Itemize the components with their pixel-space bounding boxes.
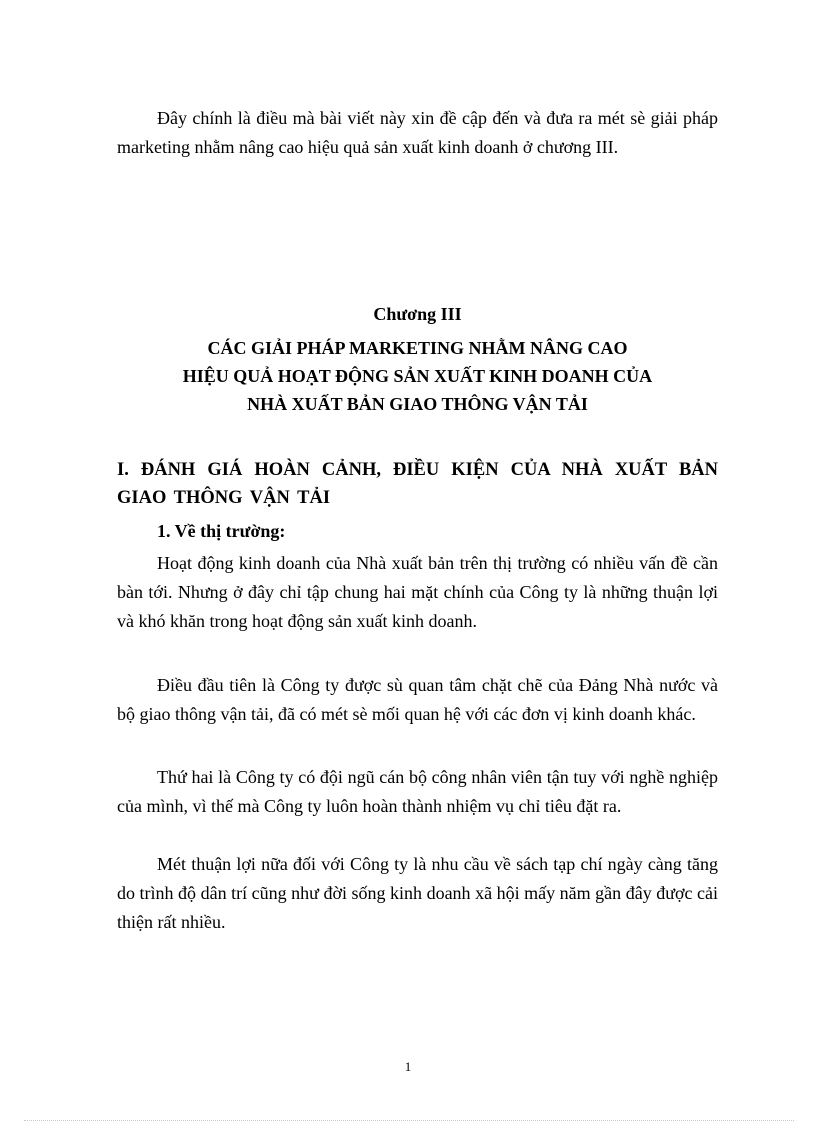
chapter-label: Chương III [373,304,462,324]
intro-block [117,104,718,162]
body-paragraph-block [117,850,718,937]
chapter-title [117,334,718,418]
section-heading: I. ĐÁNH GIÁ HOÀN CẢNH, ĐIỀU KIỆN CỦA NHÀ XUẤT BẢN GIAO THÔNG VẬN TẢI [117,460,718,508]
body-paragraph-block [117,763,718,821]
body-paragraph: Điều đầu tiên là Công ty được sù quan tâm chặt chẽ của Đảng Nhà nước và bộ giao thông vận tải, đã có mét sè mối quan hệ với các đơn vị kinh doanh khác. [117,675,718,724]
body-paragraph-block [117,671,718,729]
body-paragraph: Hoạt động kinh doanh của Nhà xuất bản trên thị trường có nhiều vấn đề cần bàn tới. Nhưng ở đây chỉ tập chung hai mặt chính của Công ty là những thuận lợi và khó khăn trong hoạt động sản xuất kinh doanh. [117,553,718,631]
page-number: 1 [404,1059,412,1074]
chapter-title-line: NHÀ XUẤT BẢN GIAO THÔNG VẬN TẢI [247,394,588,414]
page-bottom-divider [24,1120,794,1121]
subsection-heading: 1. Về thị trường: [157,521,286,541]
intro-paragraph: Đây chính là điều mà bài viết này xin đề cập đến và đưa ra mét sè giải pháp marketing nhằm nâng cao hiệu quả sản xuất kinh doanh ở chương III. [117,108,718,157]
body-paragraph: Mét thuận lợi nữa đối với Công ty là nhu cầu về sách tạp chí ngày càng tăng do trình độ dân trí cũng như đời sống kinh doanh xã hội mấy năm gần đây được cải thiện rất nhiều. [117,854,718,932]
body-paragraph: Thứ hai là Công ty có đội ngũ cán bộ công nhân viên tận tuy với nghề nghiệp của mình, vì thế mà Công ty luôn hoàn thành nhiệm vụ chỉ tiêu đặt ra. [117,767,718,816]
chapter-title-line: HIỆU QUẢ HOẠT ĐỘNG SẢN XUẤT KINH DOANH CỦA [182,366,653,386]
chapter-title-line: CÁC GIẢI PHÁP MARKETING NHẰM NÂNG CAO [207,338,628,358]
body-paragraph-block [117,549,718,636]
